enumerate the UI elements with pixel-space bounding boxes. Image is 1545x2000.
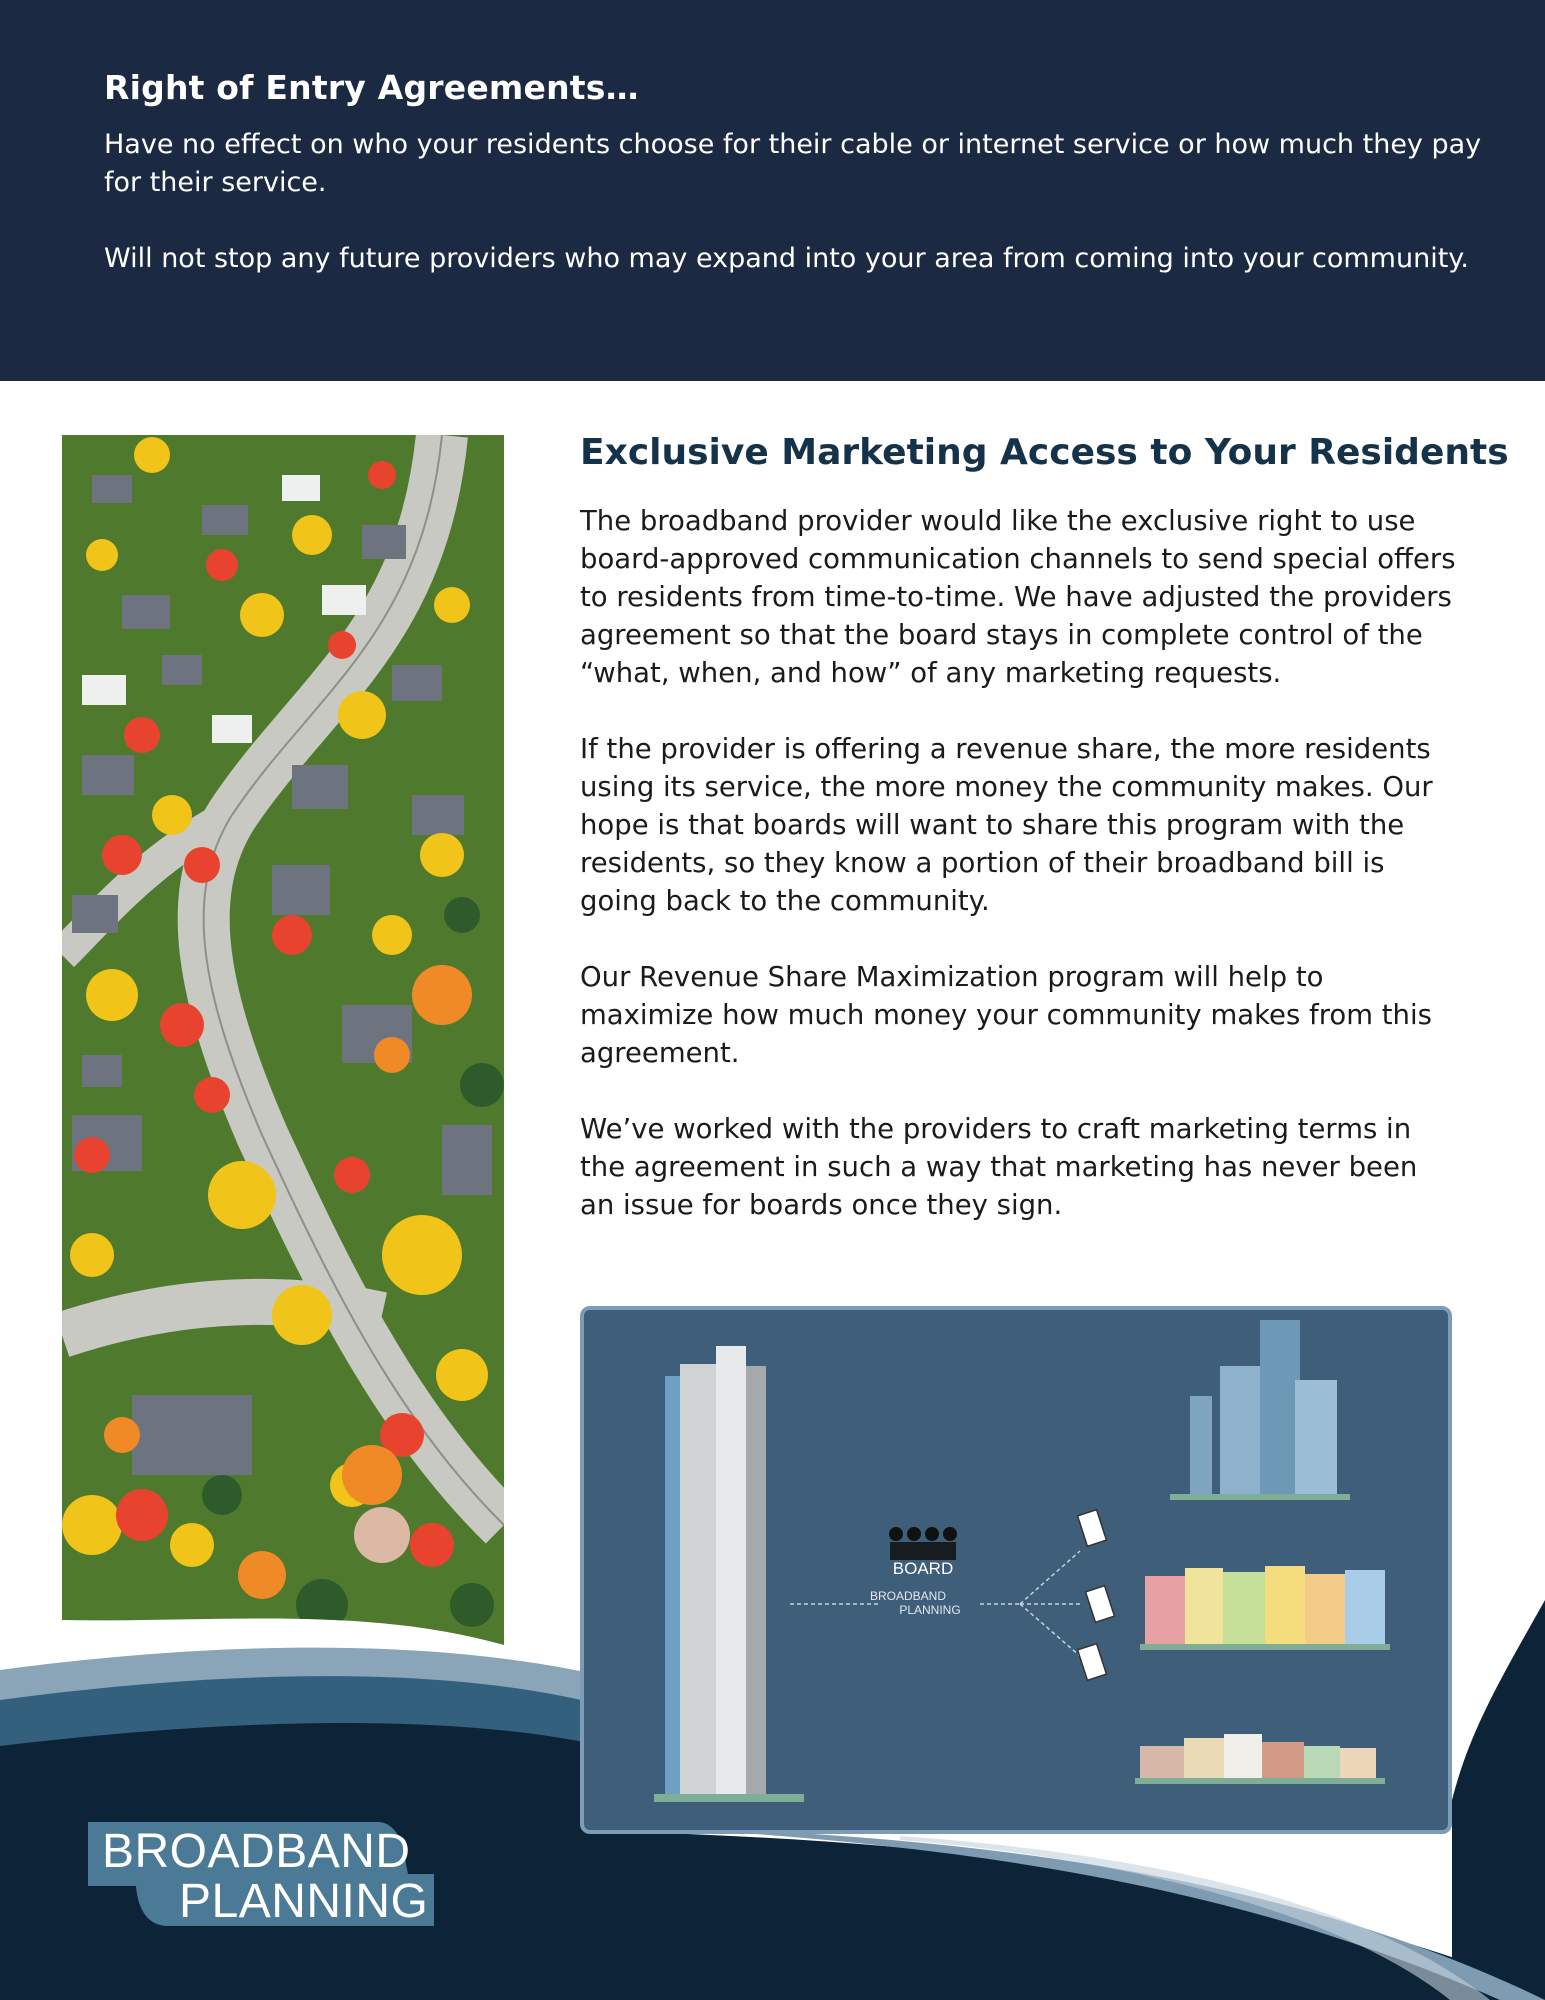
header-title: Right of Entry Agreements…	[104, 68, 639, 107]
townhouses-icon	[1140, 1566, 1390, 1650]
body-paragraph-4: We’ve worked with the providers to craft marketing terms in the agreement in such a way that marketing has never been an issue for boards once they sign.	[580, 1113, 1418, 1221]
illustration-brand-line-2: PLANNING	[899, 1603, 961, 1617]
illustration-brand-line-1: BROADBAND	[869, 1589, 947, 1603]
body-paragraph-1: The broadband provider would like the exclusive right to use board-approved communication channels to send special offers to residents from time-to-time. We have adjusted the providers agreement so that the board stays in complete control of the “what, when, and how” of any marketing requests.	[580, 505, 1456, 689]
section-heading: Exclusive Marketing Access to Your Residents	[580, 432, 1509, 473]
logo-line-1: BROADBAND	[102, 1825, 411, 1878]
logo-line-2: PLANNING	[179, 1875, 429, 1928]
body-paragraph-2: If the provider is offering a revenue share, the more residents using its service, the more money the community makes. Our hope is that boards will want to share this program with the residents, so they know a portion of their broadband bill is going back to the community.	[580, 733, 1433, 917]
body-text	[580, 502, 1460, 1262]
aerial-neighborhood-photo	[62, 435, 504, 1645]
header-paragraph-2: Will not stop any future providers who may expand into your area from coming into your community.	[104, 243, 1469, 274]
header-band	[0, 0, 1545, 381]
network-illustration	[580, 1306, 1452, 1834]
body-paragraph-3: Our Revenue Share Maximization program will help to maximize how much money your community makes from this agreement.	[580, 961, 1432, 1069]
header-paragraph-1: Have no effect on who your residents choose for their cable or internet service or how much they pay for their service.	[104, 129, 1482, 198]
board-label: BOARD	[892, 1559, 954, 1578]
broadband-planning-logo	[88, 1820, 438, 1926]
